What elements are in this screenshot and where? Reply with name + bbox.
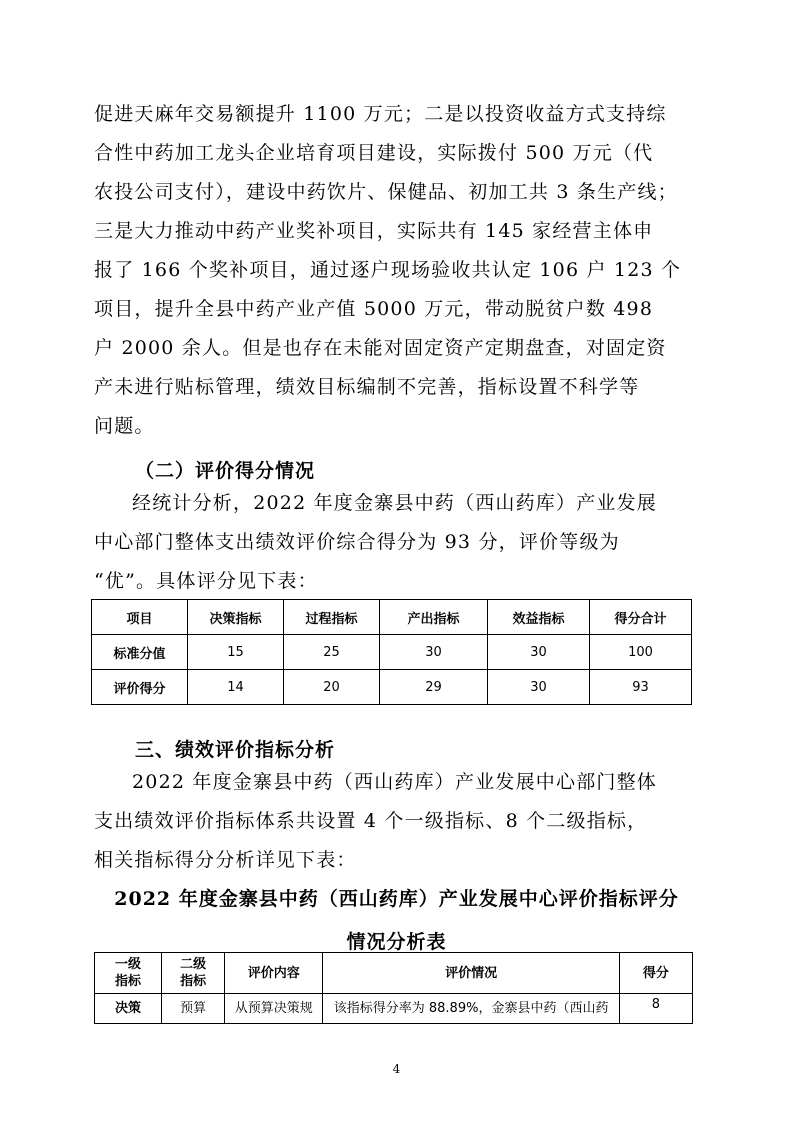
header-line: 二级 [180, 957, 207, 972]
header-line: 指标 [115, 974, 142, 989]
table-header-cell [162, 953, 225, 994]
table-cell: 预算 [162, 994, 225, 1024]
text-line: “优”。具体评分见下表： [94, 570, 318, 592]
table-cell: 30 [488, 670, 590, 705]
text-line: 产未进行贴标管理，绩效目标编制不完善，指标设置不科学等 [94, 376, 640, 398]
table-cell: 30 [488, 635, 590, 670]
table-cell: 标准分值 [92, 635, 188, 670]
text-line: 农投公司支付），建设中药饮片、保健品、初加工共 3 条生产线； [94, 181, 678, 203]
text-line: 问题。 [94, 415, 155, 437]
text-line: 支出绩效评价指标体系共设置 4 个一级指标、8 个二级指标， [94, 810, 648, 832]
table-cell: 14 [188, 670, 284, 705]
page-number: 4 [392, 1062, 401, 1076]
header-line: 指标 [180, 974, 207, 989]
table-cell: 30 [380, 635, 488, 670]
table-header-cell: 产出指标 [380, 600, 488, 635]
table-header-row [92, 600, 692, 635]
table-cell: 15 [188, 635, 284, 670]
header-line: 一级 [115, 957, 142, 972]
table-row [92, 670, 692, 705]
table-header-cell: 得分合计 [590, 600, 692, 635]
text-line: 2022 年度金寨县中药（西山药库）产业发展中心部门整体 [132, 771, 657, 793]
table-header-cell: 评价情况 [323, 953, 619, 994]
table-title-line: 2022 年度金寨县中药（西山药库）产业发展中心评价指标评分 [114, 888, 679, 910]
table-cell: 从预算决策规 [225, 994, 323, 1024]
text-line: 经统计分析，2022 年度金寨县中药（西山药库）产业发展 [132, 492, 657, 514]
table-header-cell: 评价内容 [225, 953, 323, 994]
table-header-cell: 过程指标 [284, 600, 380, 635]
table-cell: 评价得分 [92, 670, 188, 705]
table-cell: 93 [590, 670, 692, 705]
text-line: 三是大力推动中药产业奖补项目，实际共有 145 家经营主体申 [94, 220, 654, 242]
section-heading-3: 三、绩效评价指标分析 [135, 739, 336, 761]
table-cell: 25 [284, 635, 380, 670]
table-header-cell: 项目 [92, 600, 188, 635]
table-row [95, 994, 693, 1024]
text-line: 户 2000 余人。但是也存在未能对固定资产定期盘查，对固定资 [94, 337, 667, 359]
section-heading-2: （二）评价得分情况 [135, 460, 316, 482]
table-cell: 该指标得分率为 88.89%，金寨县中药（西山药 [323, 994, 619, 1024]
score-table [91, 599, 692, 705]
table-header-row [95, 953, 693, 994]
table-row [92, 635, 692, 670]
table-title-line: 情况分析表 [346, 931, 447, 953]
paragraph-3 [94, 763, 690, 880]
text-line: 中心部门整体支出绩效评价综合得分为 93 分，评价等级为 [94, 531, 620, 553]
table-header-cell [95, 953, 162, 994]
table-cell: 20 [284, 670, 380, 705]
table-header-cell: 效益指标 [488, 600, 590, 635]
table-cell: 决策 [95, 994, 162, 1024]
table-cell: 100 [590, 635, 692, 670]
text-line: 报了 166 个奖补项目，通过逐户现场验收共认定 106 户 123 个 [94, 259, 682, 281]
paragraph-2 [94, 484, 690, 601]
text-line: 促进天麻年交易额提升 1100 万元；二是以投资收益方式支持综 [94, 103, 667, 125]
table-header-cell: 决策指标 [188, 600, 284, 635]
text-line: 合性中药加工龙头企业培育项目建设，实际拨付 500 万元（代 [94, 142, 654, 164]
text-line: 相关指标得分分析详见下表： [94, 849, 357, 871]
paragraph-1 [94, 95, 690, 446]
analysis-table [94, 952, 693, 1024]
table-header-cell: 得分 [619, 953, 692, 994]
table-cell: 8 [619, 994, 692, 1024]
table-cell: 29 [380, 670, 488, 705]
text-line: 项目，提升全县中药产业产值 5000 万元，带动脱贫户数 498 [94, 298, 654, 320]
